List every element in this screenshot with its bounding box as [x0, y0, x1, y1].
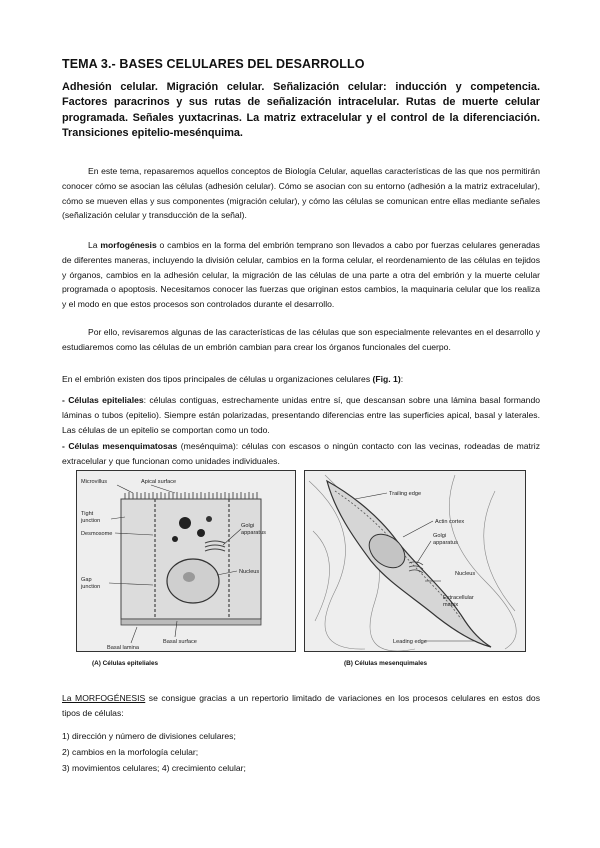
- figure-reference: (Fig. 1): [372, 374, 401, 384]
- label-basal-lamina: Basal lamina: [107, 645, 140, 651]
- label-apical-surface: Apical surface: [141, 479, 177, 485]
- caption-mesenchymal: (B) Células mesenquimales: [344, 660, 428, 667]
- label-desmosome: Desmosome: [81, 531, 113, 537]
- text-span: :: [400, 374, 404, 384]
- label-junction: junction: [81, 518, 101, 524]
- figure-1: [76, 470, 524, 652]
- paragraph-mesenchymal: [62, 439, 540, 469]
- label-nucleus-b: Nucleus: [455, 571, 476, 577]
- label-tight: Tight: [81, 511, 94, 517]
- figure-panel-epithelial: [76, 470, 296, 652]
- paragraph-intro: En este tema, repasaremos aquellos conceptos de Biología Celular, aquellas características de las que nos permitirán conocer cómo se asocian las células (adhesión celular). Cómo se asocian con su entorno (adhesión a la matriz extracelular), cómo se mueven ellas y sus componentes (migración celular), y cómo las células se comunican entre ellas mediante señales (señalización celular y transducción de la señal).: [62, 166, 540, 221]
- paragraph-types: [62, 372, 540, 387]
- mesenchymal-illustration: [305, 471, 525, 651]
- label-trailing-edge: Trailing edge: [389, 491, 422, 497]
- text-span: (mesénquima): células con escasos o ningún contacto con las vecinas, rodeadas de matriz extracelular y que funcionan como unidades individuales.: [62, 441, 540, 466]
- label-basal-surface: Basal surface: [163, 639, 197, 645]
- label-gap: Gap: [81, 577, 92, 583]
- document-title: TEMA 3.- BASES CELULARES DEL DESARROLLO: [62, 57, 365, 71]
- label-matrix: matrix: [443, 602, 459, 608]
- list-item-2: 2) cambios en la morfología celular;: [62, 747, 199, 757]
- text-span: En el embrión existen dos tipos principales de células u organizaciones celulares: [62, 374, 373, 384]
- paragraph-review: Por ello, revisaremos algunas de las características de las células que son especialmente relevantes en el desarrollo y estudiaremos como las células de un embrión cambian para crear los órganos funcionales del cuerpo.: [62, 327, 540, 352]
- paragraph-epithelial: [62, 393, 540, 437]
- label-nucleus: Nucleus: [239, 569, 260, 575]
- epithelial-illustration: [77, 471, 295, 651]
- text-span: se consigue gracias a un repertorio limitado de variaciones en los procesos celulares en estos dos tipos de células:: [62, 693, 541, 718]
- list-item-1: 1) dirección y número de divisiones celulares;: [62, 731, 236, 741]
- term-morfogenesis: morfogénesis: [100, 240, 157, 250]
- term-mesenchymal: - Células mesenquimatosas: [62, 441, 178, 451]
- label-microvillus: Microvillus: [81, 479, 108, 485]
- paragraph-morphogenesis: [62, 238, 540, 312]
- document-subtitle: Adhesión celular. Migración celular. Señalización celular: inducción y competencia. Factores paracrinos y sus rutas de señalización intracelular. Rutas de muerte celular programada. Señales yuxtacrinas. La matriz extracelular y el control de la diferenciación. Transiciones epitelio-mesénquima.: [62, 81, 540, 139]
- label-actin-cortex: Actin cortex: [435, 519, 465, 525]
- list-item-3: 3) movimientos celulares; 4) crecimiento celular;: [62, 763, 246, 773]
- caption-epithelial: (A) Células epiteliales: [92, 660, 159, 667]
- label-gap-junction: junction: [81, 584, 101, 590]
- text-span: : células contiguas, estrechamente unidas entre sí, que descansan sobre una lámina basal formando láminas o tubos (epitelio). Siempre están polarizadas, presentando diferencias entre las superficies apical, basal y laterales. Las células de un epitelio se comportan como un todo.: [62, 395, 540, 435]
- label-apparatus-b: apparatus: [433, 540, 458, 546]
- figure-panel-mesenchymal: [304, 470, 526, 652]
- text-span: La: [88, 240, 101, 250]
- term-epithelial: - Células epiteliales: [62, 395, 144, 405]
- label-extracellular: Extracellular: [443, 595, 474, 601]
- term-morfogenesis-underlined: La MORFOGÉNESIS: [62, 693, 146, 703]
- label-golgi-b: Golgi: [433, 533, 447, 539]
- label-leading-edge: Leading edge: [393, 639, 427, 645]
- paragraph-morfogenesis-intro: [62, 691, 540, 721]
- label-apparatus: apparatus: [241, 530, 266, 536]
- text-span: o cambios en la forma del embrión temprano son llevados a cabo por fuerzas celulares generadas de diferentes maneras, incluyendo la división celular, cambios en la forma celular, el reordenamiento de las células en tejidos y órganos, cambios en la adhesión celular, la migración de las células de una parte a otra del embrión y la muerte celular programada o apoptosis. Necesitamos conocer las fuerzas que originan estos cambios, la maquinaria celular que los realiza y el modo en que estos procesos son controlados durante el desarrollo.: [62, 240, 540, 310]
- label-golgi: Golgi: [241, 523, 255, 529]
